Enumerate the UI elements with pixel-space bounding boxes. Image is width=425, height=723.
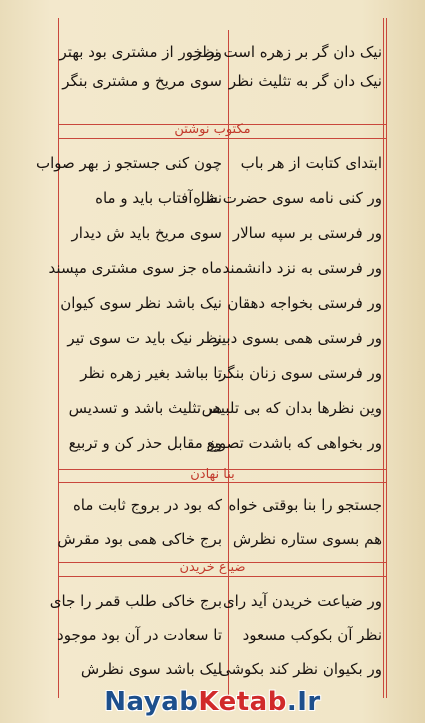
heading-rule-1b <box>58 138 386 139</box>
verse-line: ور خور از مشتری بود بهتر <box>59 43 222 61</box>
verse-line: چون کنی جستجو ز بهر صواب <box>35 154 222 172</box>
section4-right-column <box>218 584 382 686</box>
verse-line: لیک باشد سوی نظرش <box>80 660 222 678</box>
frame-rule-right-inner <box>383 18 384 698</box>
verse-line: هر تثلیث باشد و تسدیس <box>68 399 222 417</box>
verse-line: وین نظرها بدان که بی تلبیس <box>201 399 382 417</box>
section2-left-column <box>35 146 222 461</box>
section-heading: ضیاع خریدن <box>179 560 246 575</box>
verse-line: ور فرستی همی بسوی دبیر <box>213 329 382 347</box>
verse-line: نظر نیک باید ت سوی تیر <box>67 329 222 347</box>
section3-left-column <box>57 488 222 556</box>
verse-line: برج خاکی همی بود مقرش <box>57 530 222 548</box>
verse-line: ور فرستی سوی زنان بنگر <box>219 364 382 382</box>
verse-line: ابتدای کتابت از هر باب <box>240 154 382 172</box>
verse-line: تا بباشد بغیر زهره نظر <box>80 364 222 382</box>
frame-rule-right <box>386 18 387 698</box>
watermark-part: .Ir <box>286 687 321 717</box>
verse-line: نظر آن بکوکب مسعود <box>242 626 382 644</box>
verse-line: ور بکیوان نظر کند بکوشی <box>218 660 382 678</box>
section2-right-column <box>192 146 382 461</box>
verse-line: نیک باشد نظر سوی کیوان <box>60 294 222 312</box>
verse-line: تا سعادت در آن بود موجود <box>57 626 222 644</box>
watermark-part: Ketab <box>198 687 287 717</box>
verse-line: ماه جز سوی مشتری مپسند <box>48 259 222 277</box>
verse-line: ور فرستی بر سپه سالار <box>232 224 382 242</box>
section-heading: بنا نهادن <box>190 467 235 482</box>
section3-right-column <box>228 488 382 556</box>
verse-line: ور فرستی به نزد دانشمند <box>222 259 382 277</box>
heading-rule-2b <box>58 482 386 483</box>
verse-line: برج خاکی طلب قمر را جای <box>49 592 222 610</box>
section1-right-column <box>194 38 382 96</box>
verse-line: ور فرستی بخواجه دهقان <box>227 294 382 312</box>
section4-left-column <box>49 584 222 686</box>
verse-line: نظر آفتاب باید و ماه <box>95 189 222 207</box>
verse-line: وز مقابل حذر کن و تربیع <box>68 434 222 452</box>
verse-line: سوی مریخ باید ش دیدار <box>71 224 222 242</box>
verse-line: نیک دان گر به تثلیث نظر <box>228 72 382 90</box>
watermark <box>0 687 425 717</box>
verse-line: ور بخواهی که باشدت تصویع <box>206 434 382 452</box>
verse-line: که بود در بروج ثابت ماه <box>72 496 222 514</box>
verse-line: ور ضیاعت خریدن آید رای <box>222 592 382 610</box>
verse-line: سوی مریخ و مشتری بنگر <box>62 72 222 90</box>
section1-left-column <box>59 38 222 96</box>
verse-line: جستجو را بنا بوقتی خواه <box>228 496 382 514</box>
verse-line: نیک دان گر بر زهره است نظر <box>194 43 382 61</box>
heading-rule-3b <box>58 576 386 577</box>
verse-line: هم بسوی ستاره نظرش <box>232 530 382 548</box>
watermark-part: Nayab <box>104 687 199 717</box>
section-heading: مکتوب نوشتن <box>174 122 251 137</box>
verse-line: ور کنی نامه سوی حضرت شاه <box>192 189 382 207</box>
